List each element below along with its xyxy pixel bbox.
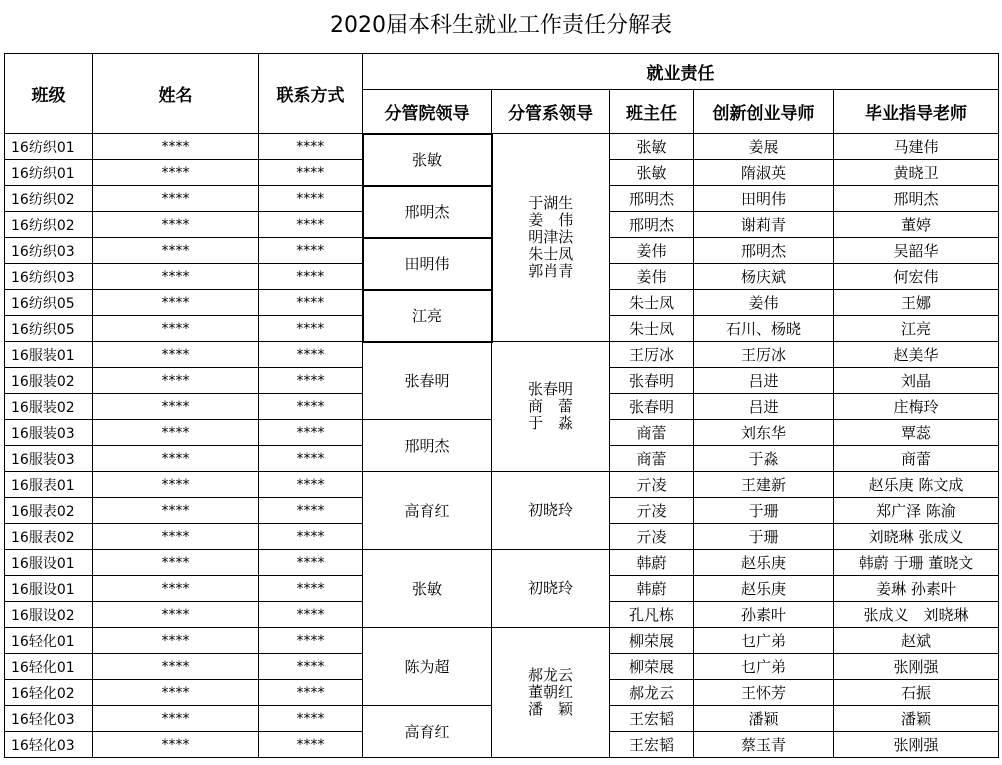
class-cell: 16服表01 xyxy=(5,472,93,498)
contact-cell: **** xyxy=(259,290,363,316)
name-cell: **** xyxy=(93,212,259,238)
responsibility-table xyxy=(4,53,999,758)
college-leader-cell: 田明伟 xyxy=(363,238,492,290)
table-body xyxy=(5,134,999,758)
college-leader-cell: 张敏 xyxy=(363,134,492,186)
innovation-mentor-cell: 乜广弟 xyxy=(694,654,834,680)
class-cell: 16纺织05 xyxy=(5,316,93,342)
class-cell: 16服表02 xyxy=(5,524,93,550)
contact-cell: **** xyxy=(259,238,363,264)
head-teacher-cell: 朱士凤 xyxy=(610,290,694,316)
innovation-mentor-cell: 姜展 xyxy=(694,134,834,160)
graduation-mentor-cell: 郑广泽 陈渝 xyxy=(834,498,999,524)
head-teacher-cell: 朱士凤 xyxy=(610,316,694,342)
college-leader-cell: 邢明杰 xyxy=(363,420,492,472)
name-cell: **** xyxy=(93,524,259,550)
class-cell: 16服装03 xyxy=(5,420,93,446)
header-innovation-mentor: 创新创业导师 xyxy=(694,90,834,134)
innovation-mentor-cell: 田明伟 xyxy=(694,186,834,212)
graduation-mentor-cell: 王娜 xyxy=(834,290,999,316)
graduation-mentor-cell: 张成义 刘晓琳 xyxy=(834,602,999,628)
contact-cell: **** xyxy=(259,186,363,212)
dept-leader-cell xyxy=(492,342,610,472)
innovation-mentor-cell: 王怀芳 xyxy=(694,680,834,706)
innovation-mentor-cell: 刘东华 xyxy=(694,420,834,446)
head-teacher-cell: 邢明杰 xyxy=(610,186,694,212)
contact-cell: **** xyxy=(259,602,363,628)
class-cell: 16服设01 xyxy=(5,550,93,576)
head-teacher-cell: 孔凡栋 xyxy=(610,602,694,628)
college-leader-cell: 张春明 xyxy=(363,342,492,420)
graduation-mentor-cell: 黄晓卫 xyxy=(834,160,999,186)
dept-leader-cell xyxy=(492,134,610,342)
name-cell: **** xyxy=(93,706,259,732)
college-leader-cell: 张敏 xyxy=(363,550,492,628)
table-row xyxy=(5,550,999,576)
name-cell: **** xyxy=(93,498,259,524)
contact-cell: **** xyxy=(259,212,363,238)
class-cell: 16纺织02 xyxy=(5,212,93,238)
name-cell: **** xyxy=(93,576,259,602)
contact-cell: **** xyxy=(259,680,363,706)
college-leader-cell: 高育红 xyxy=(363,472,492,550)
head-teacher-cell: 亓凌 xyxy=(610,524,694,550)
class-cell: 16轻化03 xyxy=(5,706,93,732)
table-row xyxy=(5,628,999,654)
dept-leader-name: 商 蕾 xyxy=(527,397,573,415)
dept-leader-name: 董朝红 xyxy=(527,683,573,701)
class-cell: 16纺织03 xyxy=(5,238,93,264)
graduation-mentor-cell: 何宏伟 xyxy=(834,264,999,290)
header-contact: 联系方式 xyxy=(259,54,363,134)
class-cell: 16服装03 xyxy=(5,446,93,472)
contact-cell: **** xyxy=(259,160,363,186)
name-cell: **** xyxy=(93,446,259,472)
graduation-mentor-cell: 刘晓琳 张成义 xyxy=(834,524,999,550)
head-teacher-cell: 商蕾 xyxy=(610,446,694,472)
head-teacher-cell: 王厉冰 xyxy=(610,342,694,368)
innovation-mentor-cell: 孙素叶 xyxy=(694,602,834,628)
class-cell: 16服装01 xyxy=(5,342,93,368)
head-teacher-cell: 邢明杰 xyxy=(610,212,694,238)
class-cell: 16服表02 xyxy=(5,498,93,524)
header-head-teacher: 班主任 xyxy=(610,90,694,134)
contact-cell: **** xyxy=(259,472,363,498)
graduation-mentor-cell: 邢明杰 xyxy=(834,186,999,212)
dept-leader-name: 于湖生 xyxy=(528,194,574,212)
dept-leader-name: 朱士凤 xyxy=(528,245,574,263)
head-teacher-cell: 韩蔚 xyxy=(610,576,694,602)
contact-cell: **** xyxy=(259,264,363,290)
head-teacher-cell: 郝龙云 xyxy=(610,680,694,706)
dept-leader-cell xyxy=(492,472,610,550)
header-responsibility: 就业责任 xyxy=(363,54,999,90)
name-cell: **** xyxy=(93,342,259,368)
contact-cell: **** xyxy=(259,498,363,524)
graduation-mentor-cell: 张刚强 xyxy=(834,732,999,758)
innovation-mentor-cell: 隋淑英 xyxy=(694,160,834,186)
contact-cell: **** xyxy=(259,550,363,576)
head-teacher-cell: 王宏韬 xyxy=(610,732,694,758)
header-college-leader: 分管院领导 xyxy=(363,90,492,134)
class-cell: 16轻化03 xyxy=(5,732,93,758)
dept-leader-cell xyxy=(492,628,610,758)
name-cell: **** xyxy=(93,420,259,446)
innovation-mentor-cell: 于珊 xyxy=(694,524,834,550)
name-cell: **** xyxy=(93,290,259,316)
innovation-mentor-cell: 吕进 xyxy=(694,394,834,420)
table-row xyxy=(5,134,999,160)
head-teacher-cell: 张春明 xyxy=(610,394,694,420)
head-teacher-cell: 张春明 xyxy=(610,368,694,394)
header-dept-leader: 分管系领导 xyxy=(492,90,610,134)
innovation-mentor-cell: 姜伟 xyxy=(694,290,834,316)
graduation-mentor-cell: 马建伟 xyxy=(834,134,999,160)
graduation-mentor-cell: 韩蔚 于珊 董晓文 xyxy=(834,550,999,576)
contact-cell: **** xyxy=(259,524,363,550)
contact-cell: **** xyxy=(259,446,363,472)
contact-cell: **** xyxy=(259,576,363,602)
head-teacher-cell: 张敏 xyxy=(610,160,694,186)
name-cell: **** xyxy=(93,264,259,290)
dept-leader-cell xyxy=(492,550,610,628)
name-cell: **** xyxy=(93,394,259,420)
graduation-mentor-cell: 覃蕊 xyxy=(834,420,999,446)
graduation-mentor-cell: 吴韶华 xyxy=(834,238,999,264)
graduation-mentor-cell: 江亮 xyxy=(834,316,999,342)
name-cell: **** xyxy=(93,654,259,680)
contact-cell: **** xyxy=(259,368,363,394)
contact-cell: **** xyxy=(259,342,363,368)
name-cell: **** xyxy=(93,602,259,628)
dept-leader-name: 郭肖青 xyxy=(528,262,574,280)
name-cell: **** xyxy=(93,628,259,654)
innovation-mentor-cell: 石川、杨晓 xyxy=(694,316,834,342)
graduation-mentor-cell: 石振 xyxy=(834,680,999,706)
class-cell: 16轻化01 xyxy=(5,654,93,680)
dept-leader-name: 张春明 xyxy=(527,380,573,398)
name-cell: **** xyxy=(93,316,259,342)
name-cell: **** xyxy=(93,134,259,160)
name-cell: **** xyxy=(93,186,259,212)
graduation-mentor-cell: 商蕾 xyxy=(834,446,999,472)
dept-leader-name: 初晓玲 xyxy=(527,579,573,597)
dept-leader-name: 于 淼 xyxy=(527,414,573,432)
dept-leader-name: 郝龙云 xyxy=(527,666,573,684)
header-class: 班级 xyxy=(5,54,93,134)
class-cell: 16纺织05 xyxy=(5,290,93,316)
contact-cell: **** xyxy=(259,420,363,446)
contact-cell: **** xyxy=(259,706,363,732)
name-cell: **** xyxy=(93,368,259,394)
dept-leader-name: 明津法 xyxy=(528,228,574,246)
header-graduation-mentor: 毕业指导老师 xyxy=(834,90,999,134)
college-leader-cell: 陈为超 xyxy=(363,628,492,706)
name-cell: **** xyxy=(93,680,259,706)
innovation-mentor-cell: 赵乐庚 xyxy=(694,550,834,576)
class-cell: 16服设02 xyxy=(5,602,93,628)
head-teacher-cell: 柳荣展 xyxy=(610,628,694,654)
head-teacher-cell: 亓凌 xyxy=(610,472,694,498)
graduation-mentor-cell: 赵乐庚 陈文成 xyxy=(834,472,999,498)
innovation-mentor-cell: 于珊 xyxy=(694,498,834,524)
class-cell: 16轻化02 xyxy=(5,680,93,706)
head-teacher-cell: 姜伟 xyxy=(610,238,694,264)
class-cell: 16轻化01 xyxy=(5,628,93,654)
table-row xyxy=(5,472,999,498)
college-leader-cell: 江亮 xyxy=(363,290,492,342)
innovation-mentor-cell: 蔡玉青 xyxy=(694,732,834,758)
innovation-mentor-cell: 于淼 xyxy=(694,446,834,472)
head-teacher-cell: 张敏 xyxy=(610,134,694,160)
innovation-mentor-cell: 吕进 xyxy=(694,368,834,394)
head-teacher-cell: 韩蔚 xyxy=(610,550,694,576)
innovation-mentor-cell: 赵乐庚 xyxy=(694,576,834,602)
graduation-mentor-cell: 赵斌 xyxy=(834,628,999,654)
dept-leader-name: 姜 伟 xyxy=(528,211,574,229)
class-cell: 16纺织01 xyxy=(5,160,93,186)
dept-leader-name: 初晓玲 xyxy=(527,501,573,519)
class-cell: 16服装02 xyxy=(5,394,93,420)
head-teacher-cell: 王宏韬 xyxy=(610,706,694,732)
graduation-mentor-cell: 庄梅玲 xyxy=(834,394,999,420)
contact-cell: **** xyxy=(259,134,363,160)
contact-cell: **** xyxy=(259,316,363,342)
college-leader-cell: 高育红 xyxy=(363,706,492,758)
dept-leader-name: 潘 颖 xyxy=(527,700,573,718)
class-cell: 16纺织01 xyxy=(5,134,93,160)
head-teacher-cell: 商蕾 xyxy=(610,420,694,446)
contact-cell: **** xyxy=(259,654,363,680)
head-teacher-cell: 柳荣展 xyxy=(610,654,694,680)
class-cell: 16纺织02 xyxy=(5,186,93,212)
name-cell: **** xyxy=(93,160,259,186)
innovation-mentor-cell: 王建新 xyxy=(694,472,834,498)
graduation-mentor-cell: 姜琳 孙素叶 xyxy=(834,576,999,602)
name-cell: **** xyxy=(93,550,259,576)
name-cell: **** xyxy=(93,472,259,498)
graduation-mentor-cell: 刘晶 xyxy=(834,368,999,394)
college-leader-cell: 邢明杰 xyxy=(363,186,492,238)
page-title: 2020届本科生就业工作责任分解表 xyxy=(330,13,672,38)
graduation-mentor-cell: 赵美华 xyxy=(834,342,999,368)
header-name: 姓名 xyxy=(93,54,259,134)
name-cell: **** xyxy=(93,238,259,264)
innovation-mentor-cell: 乜广弟 xyxy=(694,628,834,654)
graduation-mentor-cell: 董婷 xyxy=(834,212,999,238)
class-cell: 16服装02 xyxy=(5,368,93,394)
graduation-mentor-cell: 潘颖 xyxy=(834,706,999,732)
innovation-mentor-cell: 王厉冰 xyxy=(694,342,834,368)
graduation-mentor-cell: 张刚强 xyxy=(834,654,999,680)
innovation-mentor-cell: 潘颖 xyxy=(694,706,834,732)
contact-cell: **** xyxy=(259,732,363,758)
head-teacher-cell: 姜伟 xyxy=(610,264,694,290)
class-cell: 16服设01 xyxy=(5,576,93,602)
class-cell: 16纺织03 xyxy=(5,264,93,290)
contact-cell: **** xyxy=(259,394,363,420)
table-row xyxy=(5,342,999,368)
innovation-mentor-cell: 杨庆斌 xyxy=(694,264,834,290)
name-cell: **** xyxy=(93,732,259,758)
innovation-mentor-cell: 谢莉青 xyxy=(694,212,834,238)
contact-cell: **** xyxy=(259,628,363,654)
innovation-mentor-cell: 邢明杰 xyxy=(694,238,834,264)
head-teacher-cell: 亓凌 xyxy=(610,498,694,524)
